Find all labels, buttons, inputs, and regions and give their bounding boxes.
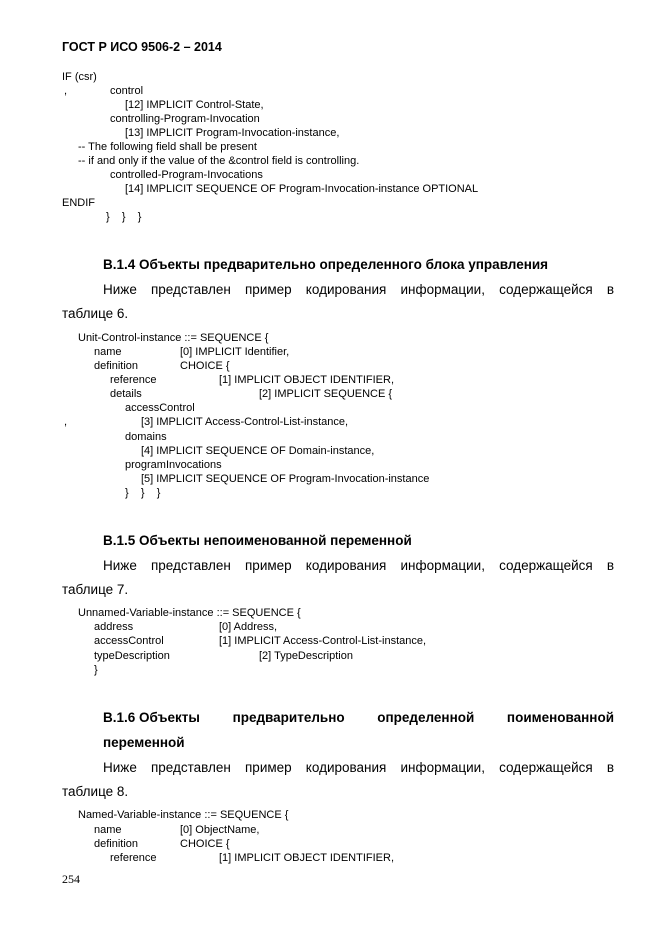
heading-word: В.1.6 Объекты — [103, 710, 200, 725]
code-line: [1] IMPLICIT Access-Control-List-instance, — [219, 635, 427, 647]
code-line: IF (csr) — [62, 71, 97, 83]
paragraph-word: кодирования — [305, 282, 387, 297]
paragraph-word: содержащейся — [499, 558, 593, 573]
code-comma: , — [64, 416, 68, 428]
paragraph-word: пример — [245, 558, 292, 573]
document-header: ГОСТ Р ИСО 9506-2 – 2014 — [62, 40, 222, 54]
section-heading-b14: В.1.4 Объекты предварительно определенного блока управления — [103, 257, 549, 272]
heading-word: предварительно — [232, 710, 345, 725]
code-line: CHOICE { — [180, 360, 230, 372]
code-line: name — [94, 346, 122, 358]
code-line: [2] IMPLICIT SEQUENCE { — [259, 388, 393, 400]
code-line: [3] IMPLICIT Access-Control-List-instance, — [141, 416, 349, 428]
paragraph-word: Ниже — [103, 282, 137, 297]
code-line: accessControl — [94, 635, 164, 647]
code-line: } } } — [106, 211, 142, 223]
section-heading-b16 — [103, 710, 614, 725]
code-line: Unnamed-Variable-instance ::= SEQUENCE { — [78, 607, 301, 619]
heading-word: определенной — [377, 710, 475, 725]
code-line: address — [94, 621, 134, 633]
code-line: Named-Variable-instance ::= SEQUENCE { — [78, 809, 289, 821]
section-heading-b15: В.1.5 Объекты непоименованной переменной — [103, 533, 412, 548]
paragraph-b15-line1 — [103, 558, 614, 573]
paragraph-word: представлен — [150, 282, 231, 297]
paragraph-b16-line1 — [103, 760, 614, 775]
code-line: [0] Address, — [219, 621, 278, 633]
paragraph-word: кодирования — [305, 760, 387, 775]
code-line: [0] IMPLICIT Identifier, — [180, 346, 290, 358]
paragraph-word: содержащейся — [499, 282, 593, 297]
code-line: [0] ObjectName, — [180, 824, 260, 836]
page-number: 254 — [62, 872, 80, 886]
code-line: [12] IMPLICIT Control-State, — [125, 99, 264, 111]
code-line: CHOICE { — [180, 838, 230, 850]
code-line: controlling-Program-Invocation — [110, 113, 260, 125]
paragraph-word: Ниже — [103, 760, 137, 775]
code-line: definition — [94, 360, 139, 372]
paragraph-word: кодирования — [305, 558, 387, 573]
paragraph-word: содержащейся — [499, 760, 593, 775]
code-line: [5] IMPLICIT SEQUENCE OF Program-Invocation-instance — [141, 473, 430, 485]
code-line: [14] IMPLICIT SEQUENCE OF Program-Invocation-instance OPTIONAL — [125, 183, 479, 195]
code-line: domains — [125, 431, 167, 443]
code-line: Unit-Control-instance ::= SEQUENCE { — [78, 332, 269, 344]
paragraph-word: представлен — [150, 558, 231, 573]
code-line: [2] TypeDescription — [259, 650, 353, 662]
heading-word: поименованной — [506, 710, 614, 725]
code-comma: , — [64, 85, 68, 97]
code-line: controlled-Program-Invocations — [110, 169, 263, 181]
code-line: [1] IMPLICIT OBJECT IDENTIFIER, — [219, 374, 395, 386]
section-heading-b16-line2: переменной — [103, 735, 185, 750]
paragraph-b16-line2: таблице 8. — [62, 784, 129, 799]
paragraph-b14-line1 — [103, 282, 614, 297]
paragraph-word: информации, — [400, 282, 485, 297]
code-line: } — [94, 664, 98, 676]
code-line: } } } — [125, 487, 161, 499]
code-comment: -- The following field shall be present — [78, 141, 257, 153]
code-line: name — [94, 824, 122, 836]
code-line: definition — [94, 838, 139, 850]
paragraph-word: в — [606, 558, 614, 573]
code-line: [13] IMPLICIT Program-Invocation-instance, — [125, 127, 340, 139]
paragraph-word: пример — [245, 760, 292, 775]
code-line: [1] IMPLICIT OBJECT IDENTIFIER, — [219, 852, 395, 864]
code-line: programInvocations — [125, 459, 222, 471]
code-comment: -- if and only if the value of the &control field is controlling. — [78, 155, 360, 167]
code-line: reference — [110, 374, 157, 386]
code-line: [4] IMPLICIT SEQUENCE OF Domain-instance, — [141, 445, 375, 457]
paragraph-word: Ниже — [103, 558, 137, 573]
paragraph-word: представлен — [150, 760, 231, 775]
paragraph-word: пример — [245, 282, 292, 297]
paragraph-word: в — [606, 760, 614, 775]
paragraph-b15-line2: таблице 7. — [62, 582, 129, 597]
paragraph-b14-line2: таблице 6. — [62, 306, 129, 321]
paragraph-word: в — [606, 282, 614, 297]
code-line: control — [110, 85, 144, 97]
code-line: accessControl — [125, 402, 195, 414]
paragraph-word: информации, — [400, 760, 485, 775]
paragraph-word: информации, — [400, 558, 485, 573]
code-line: ENDIF — [62, 197, 95, 209]
code-line: reference — [110, 852, 157, 864]
code-line: typeDescription — [94, 650, 170, 662]
code-line: details — [110, 388, 142, 400]
